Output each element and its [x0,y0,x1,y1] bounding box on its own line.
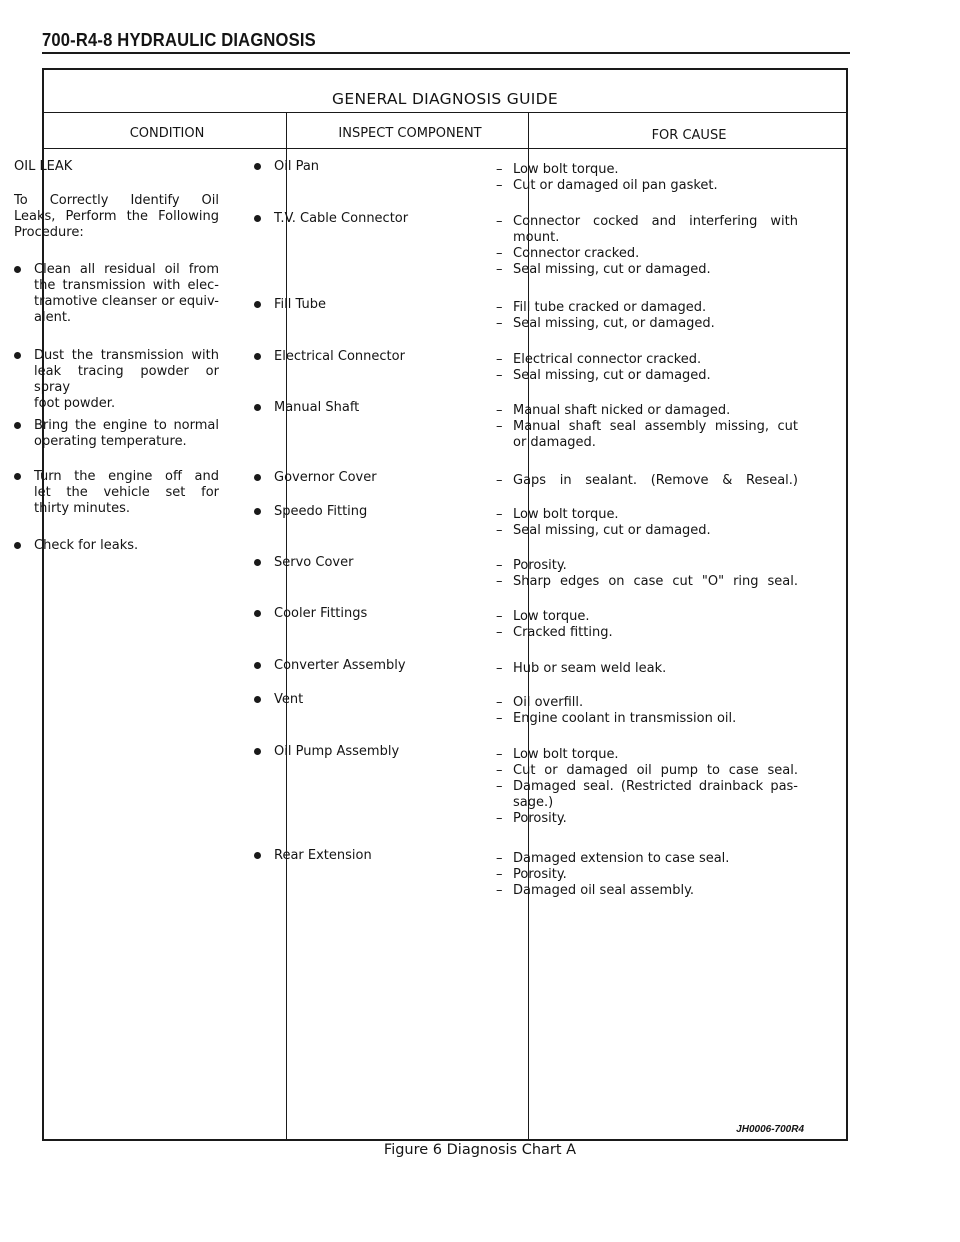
component-label: Oil Pan [274,159,320,174]
cause-line: – Cracked fitting. [496,625,798,641]
component-label: Servo Cover [274,555,354,570]
cause-line: – Low torque. [496,609,798,625]
chart-code: JH0006-700R4 [736,1124,804,1135]
cause-line: – Manual shaft nicked or damaged. [496,403,798,419]
bullet-icon [14,473,21,480]
step-line: tramotive cleanser or equiv- [34,294,219,309]
cause-line: – Hub or seam weld leak. [496,661,798,677]
bullet-icon [254,353,261,360]
component-label: Governor Cover [274,470,377,485]
cause-line: – Engine coolant in transmission oil. [496,711,798,727]
column-divider-1 [286,112,287,1139]
step-line: alent. [34,310,72,325]
component-vent [254,692,303,708]
condition-step-warm-engine [14,418,219,450]
cause-line: – Fill tube cracked or damaged. [496,300,798,316]
cause-group-vent [496,695,798,727]
bullet-icon [14,352,21,359]
cause-line-continuation: mount. [513,230,560,245]
cause-group-speedo-fitting [496,507,798,539]
step-line: operating temperature. [34,434,187,449]
cause-line: – Seal missing, cut or damaged. [496,368,798,384]
bullet-icon [254,508,261,515]
cause-line: – Gaps in sealant. (Remove & Reseal.) [496,473,798,489]
step-line: leak tracing powder or spray [34,364,219,395]
cause-line: – Manual shaft seal assembly missing, cut [496,419,798,435]
condition-step-clean [14,262,219,326]
component-label: Speedo Fitting [274,504,368,519]
cause-line: – Seal missing, cut or damaged. [496,262,798,278]
component-oil-pan [254,159,319,175]
step-line: the transmission with elec- [34,278,219,293]
condition-intro [14,193,219,241]
step-line: thirty minutes. [34,501,130,516]
component-label: Electrical Connector [274,349,405,364]
column-header-for-cause: FOR CAUSE [651,128,727,143]
cause-line: – Low bolt torque. [496,162,798,178]
condition-step-engine-off [14,469,219,517]
bullet-icon [254,610,261,617]
component-rear-extension [254,848,372,864]
header-rule [42,52,850,54]
condition-step-dust [14,348,219,412]
intro-line: Procedure: [14,225,84,240]
cause-line: – Connector cocked and interfering with [496,214,798,230]
bullet-icon [254,301,261,308]
bullet-icon [254,215,261,222]
figure-caption: Figure 6 Diagnosis Chart A [383,1142,577,1158]
step-line: Turn the engine off and [34,469,219,484]
component-speedo-fitting [254,504,367,520]
cause-line: – Electrical connector cracked. [496,352,798,368]
step-line: Bring the engine to normal [34,418,219,433]
bullet-icon [254,404,261,411]
condition-heading: OIL LEAK [14,159,73,174]
cause-line: – Damaged oil seal assembly. [496,883,798,899]
cause-line: – Damaged seal. (Restricted drainback pas- [496,779,798,795]
bullet-icon [14,422,21,429]
component-label: Oil Pump Assembly [274,744,400,759]
cause-group-oil-pan [496,162,798,194]
cause-group-electrical-connector [496,352,798,384]
bullet-icon [254,474,261,481]
cause-line: – Cut or damaged oil pan gasket. [496,178,798,194]
column-header-inspect-component: INSPECT COMPONENT [338,126,482,141]
cause-group-manual-shaft [496,403,798,451]
cause-group-converter-assembly [496,661,798,677]
cause-line: – Low bolt torque. [496,507,798,523]
bullet-icon [14,266,21,273]
step-line: let the vehicle set for [34,485,219,500]
component-converter-assembly [254,658,406,674]
step-line: foot powder. [34,396,116,411]
component-oil-pump-assembly [254,744,399,760]
component-tv-cable-connector [254,211,408,227]
component-label: Vent [274,692,304,707]
step-line: Dust the transmission with [34,348,219,363]
component-label: Fill Tube [274,297,326,312]
title-divider [44,112,846,113]
component-label: T.V. Cable Connector [274,211,409,226]
cause-line: – Damaged extension to case seal. [496,851,798,867]
bullet-icon [254,662,261,669]
component-electrical-connector [254,349,405,365]
condition-step-check [14,538,219,554]
cause-line: – Porosity. [496,558,798,574]
cause-line: – Porosity. [496,867,798,883]
cause-line: – Oil overfill. [496,695,798,711]
component-fill-tube [254,297,326,313]
cause-group-rear-extension [496,851,798,899]
component-servo-cover [254,555,353,571]
cause-line: – Cut or damaged oil pump to case seal. [496,763,798,779]
cause-line: – Connector cracked. [496,246,798,262]
bullet-icon [254,163,261,170]
cause-line: – Seal missing, cut or damaged. [496,523,798,539]
page-header: 700-R4-8 HYDRAULIC DIAGNOSIS [42,30,316,50]
cause-line-continuation: or damaged. [513,435,596,450]
intro-line: Leaks, Perform the Following [14,209,219,224]
component-cooler-fittings [254,606,367,622]
bullet-icon [14,542,21,549]
component-label: Converter Assembly [274,658,406,673]
bullet-icon [254,559,261,566]
bullet-icon [254,696,261,703]
bullet-icon [254,852,261,859]
step-line: Clean all residual oil from [34,262,219,277]
component-label: Manual Shaft [274,400,360,415]
step-line: Check for leaks. [34,538,139,553]
column-header-divider [44,148,846,149]
cause-group-tv-cable [496,214,798,278]
bullet-icon [254,748,261,755]
component-manual-shaft [254,400,359,416]
cause-line: – Porosity. [496,811,798,827]
cause-group-oil-pump-assembly [496,747,798,827]
guide-title: GENERAL DIAGNOSIS GUIDE [332,90,558,108]
cause-line: – Sharp edges on case cut "O" ring seal. [496,574,798,590]
component-governor-cover [254,470,377,486]
cause-group-fill-tube [496,300,798,332]
cause-group-servo-cover [496,558,798,590]
component-label: Rear Extension [274,848,372,863]
column-header-condition: CONDITION [129,126,205,141]
cause-line: – Low bolt torque. [496,747,798,763]
cause-line: – Seal missing, cut, or damaged. [496,316,798,332]
cause-group-cooler-fittings [496,609,798,641]
cause-group-governor-cover [496,473,798,489]
cause-line-continuation: sage.) [513,795,554,810]
intro-line: To Correctly Identify Oil [14,193,219,208]
component-label: Cooler Fittings [274,606,368,621]
